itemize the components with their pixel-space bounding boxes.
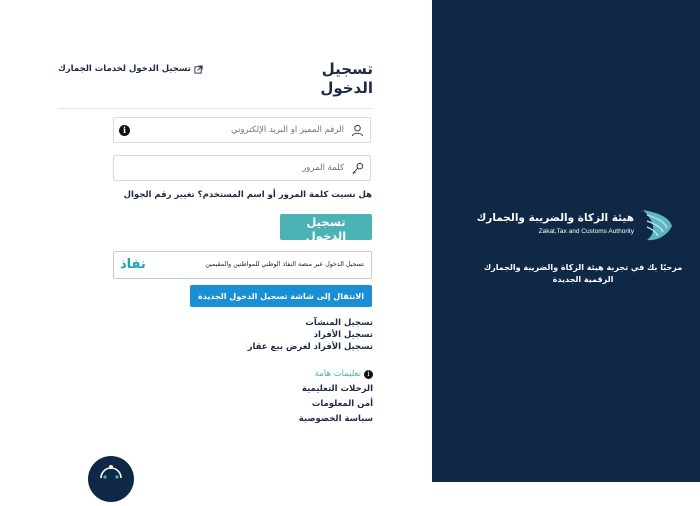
instructions [299, 367, 373, 427]
username-field[interactable] [113, 117, 371, 143]
nafath-logo: نفاذ [120, 257, 146, 272]
welcome-text: مرحبًا بك في تجربة هيئة الزكاة والضريبة والجمارك الرقمية الجديدة [483, 263, 683, 284]
educational-trips-link[interactable]: الرحلات التعليمية [301, 384, 373, 394]
registration-links [248, 317, 373, 353]
instructions-heading[interactable] [299, 367, 373, 382]
zatca-logo-icon [639, 206, 675, 244]
login-button[interactable]: تسجيل الدخول [280, 214, 372, 240]
privacy-policy-link[interactable]: سياسة الخصوصية [298, 414, 373, 424]
info-icon: i [364, 370, 373, 379]
page-title: تسجيل الدخول [320, 60, 373, 97]
key-icon [351, 162, 364, 175]
customs-login-link[interactable] [58, 64, 203, 74]
authority-name-en: Zakat,Tax and Customs Authority [538, 228, 634, 235]
brand-panel [432, 0, 700, 482]
register-real-estate-link[interactable]: تسجيل الأفراد لغرض بيع عقار [247, 342, 373, 352]
info-security-link[interactable]: أمن المعلومات [311, 399, 373, 409]
instructions-heading-label: تعليمات هامة [314, 369, 361, 379]
forgot-row [124, 190, 372, 200]
nafath-label: تسجيل الدخول عبر منصة النفاذ الوطني للمواطنين والمقيمين [205, 261, 364, 268]
external-link-icon [194, 65, 203, 74]
change-mobile-link[interactable]: تغيير رقم الجوال [123, 190, 195, 200]
register-individuals-link[interactable]: تسجيل الأفراد [313, 330, 373, 340]
divider [58, 108, 372, 109]
chatbot-icon [88, 456, 134, 502]
chatbot-button[interactable] [88, 456, 134, 502]
username-input[interactable] [144, 118, 344, 142]
user-icon [351, 124, 364, 137]
password-input[interactable] [144, 156, 344, 180]
register-establishments-link[interactable]: تسجيل المنشآت [305, 318, 373, 328]
customs-link-label: تسجيل الدخول لخدمات الجمارك [58, 64, 191, 74]
info-icon[interactable]: i [119, 125, 130, 136]
authority-name-ar: هيئة الزكاة والضريبة والجمارك [476, 212, 634, 224]
new-login-screen-button[interactable]: الانتقال إلى شاشة تسجيل الدخول الجديدة [190, 285, 372, 307]
forgot-password-link[interactable]: هل نسيت كلمة المرور أو اسم المستخدم؟ [197, 190, 372, 200]
password-field[interactable] [113, 155, 371, 181]
nafath-login-button[interactable] [113, 251, 372, 279]
